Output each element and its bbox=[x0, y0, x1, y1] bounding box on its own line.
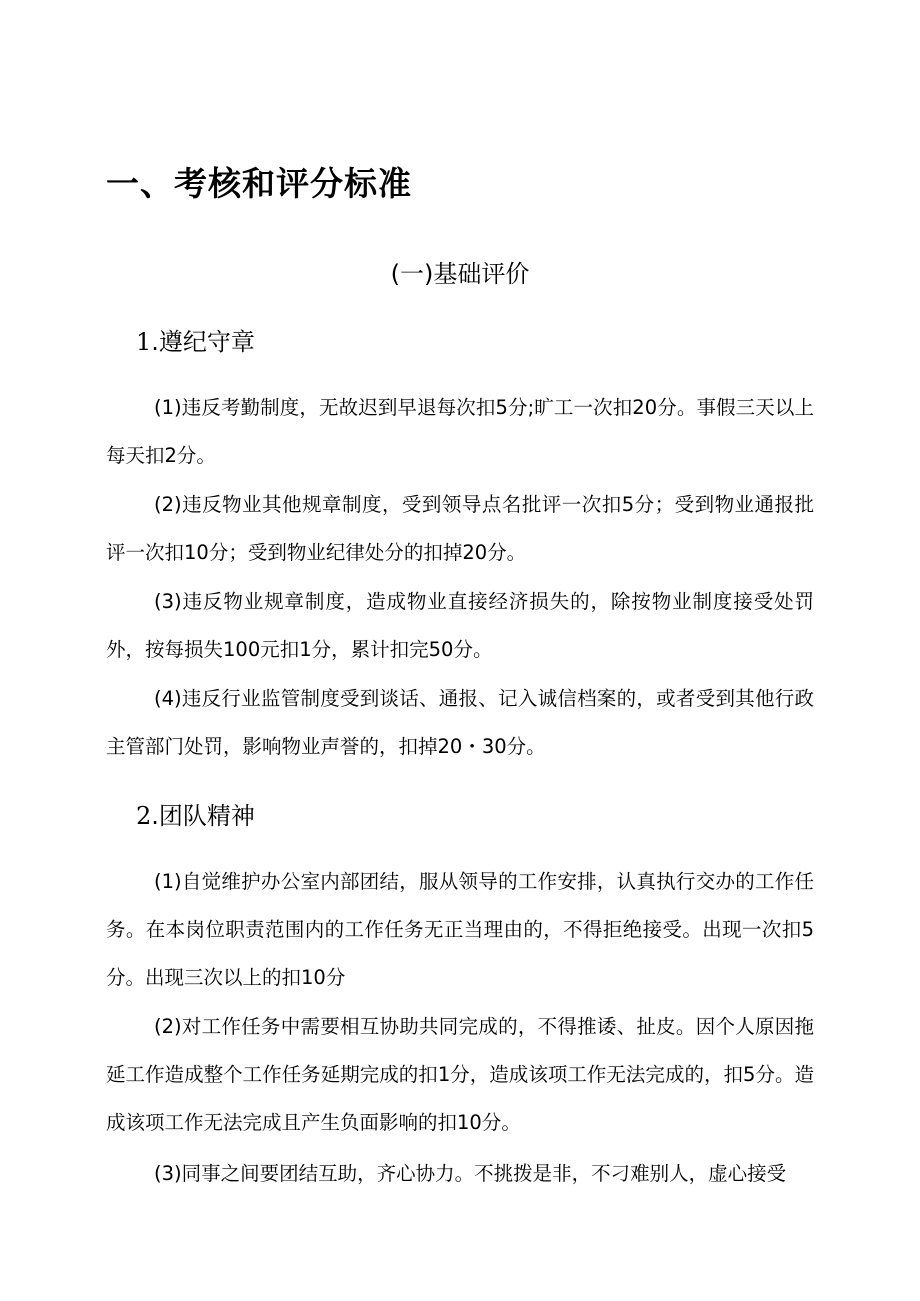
paragraph-economic-loss: (3)违反物业规章制度，造成物业直接经济损失的，除按物业制度接受处罚外，按每损失100元扣1分，累计扣完50分。 bbox=[106, 590, 814, 661]
paragraph-regulations: (2)违反物业其他规章制度，受到领导点名批评一次扣5分；受到物业通报批评一次扣10分；受到物业纪律处分的扣掉20分。 bbox=[106, 493, 814, 564]
subsection-heading-basic-evaluation: (一)基础评价 bbox=[390, 260, 530, 288]
heading-number: 1 bbox=[136, 328, 152, 356]
section-heading-main: 一、考核和评分标准 bbox=[106, 164, 412, 203]
paragraph-attendance: (1)违反考勤制度，无故迟到早退每次扣5分;旷工一次扣20分。事假三天以上每天扣2分。 bbox=[106, 396, 814, 467]
heading-teamwork bbox=[136, 796, 255, 836]
paragraph-industry-supervision: (4)违反行业监管制度受到谈话、通报、记入诚信档案的，或者受到其他行政主管部门处罚，影响物业声誉的，扣掉20・30分。 bbox=[106, 687, 814, 758]
heading-title: .团队精神 bbox=[151, 802, 255, 830]
paragraph-unity: (1)自觉维护办公室内部团结，服从领导的工作安排，认真执行交办的工作任务。在本岗位职责范围内的工作任务无正当理由的，不得拒绝接受。出现一次扣5分。出现三次以上的扣10分 bbox=[106, 870, 814, 989]
heading-title: .遵纪守章 bbox=[151, 328, 255, 356]
heading-number: 2 bbox=[136, 802, 152, 830]
paragraph-mutual-help: (3)同事之间要团结互助，齐心协力。不挑拨是非，不刁难别人，虚心接受 bbox=[154, 1162, 787, 1185]
heading-discipline bbox=[136, 322, 255, 362]
paragraph-cooperation: (2)对工作任务中需要相互协助共同完成的，不得推诿、扯皮。因个人原因拖延工作造成整个工作任务延期完成的扣1分，造成该项工作无法完成的，扣5分。造成该项工作无法完成且产生负面影响的扣10分。 bbox=[106, 1015, 814, 1134]
